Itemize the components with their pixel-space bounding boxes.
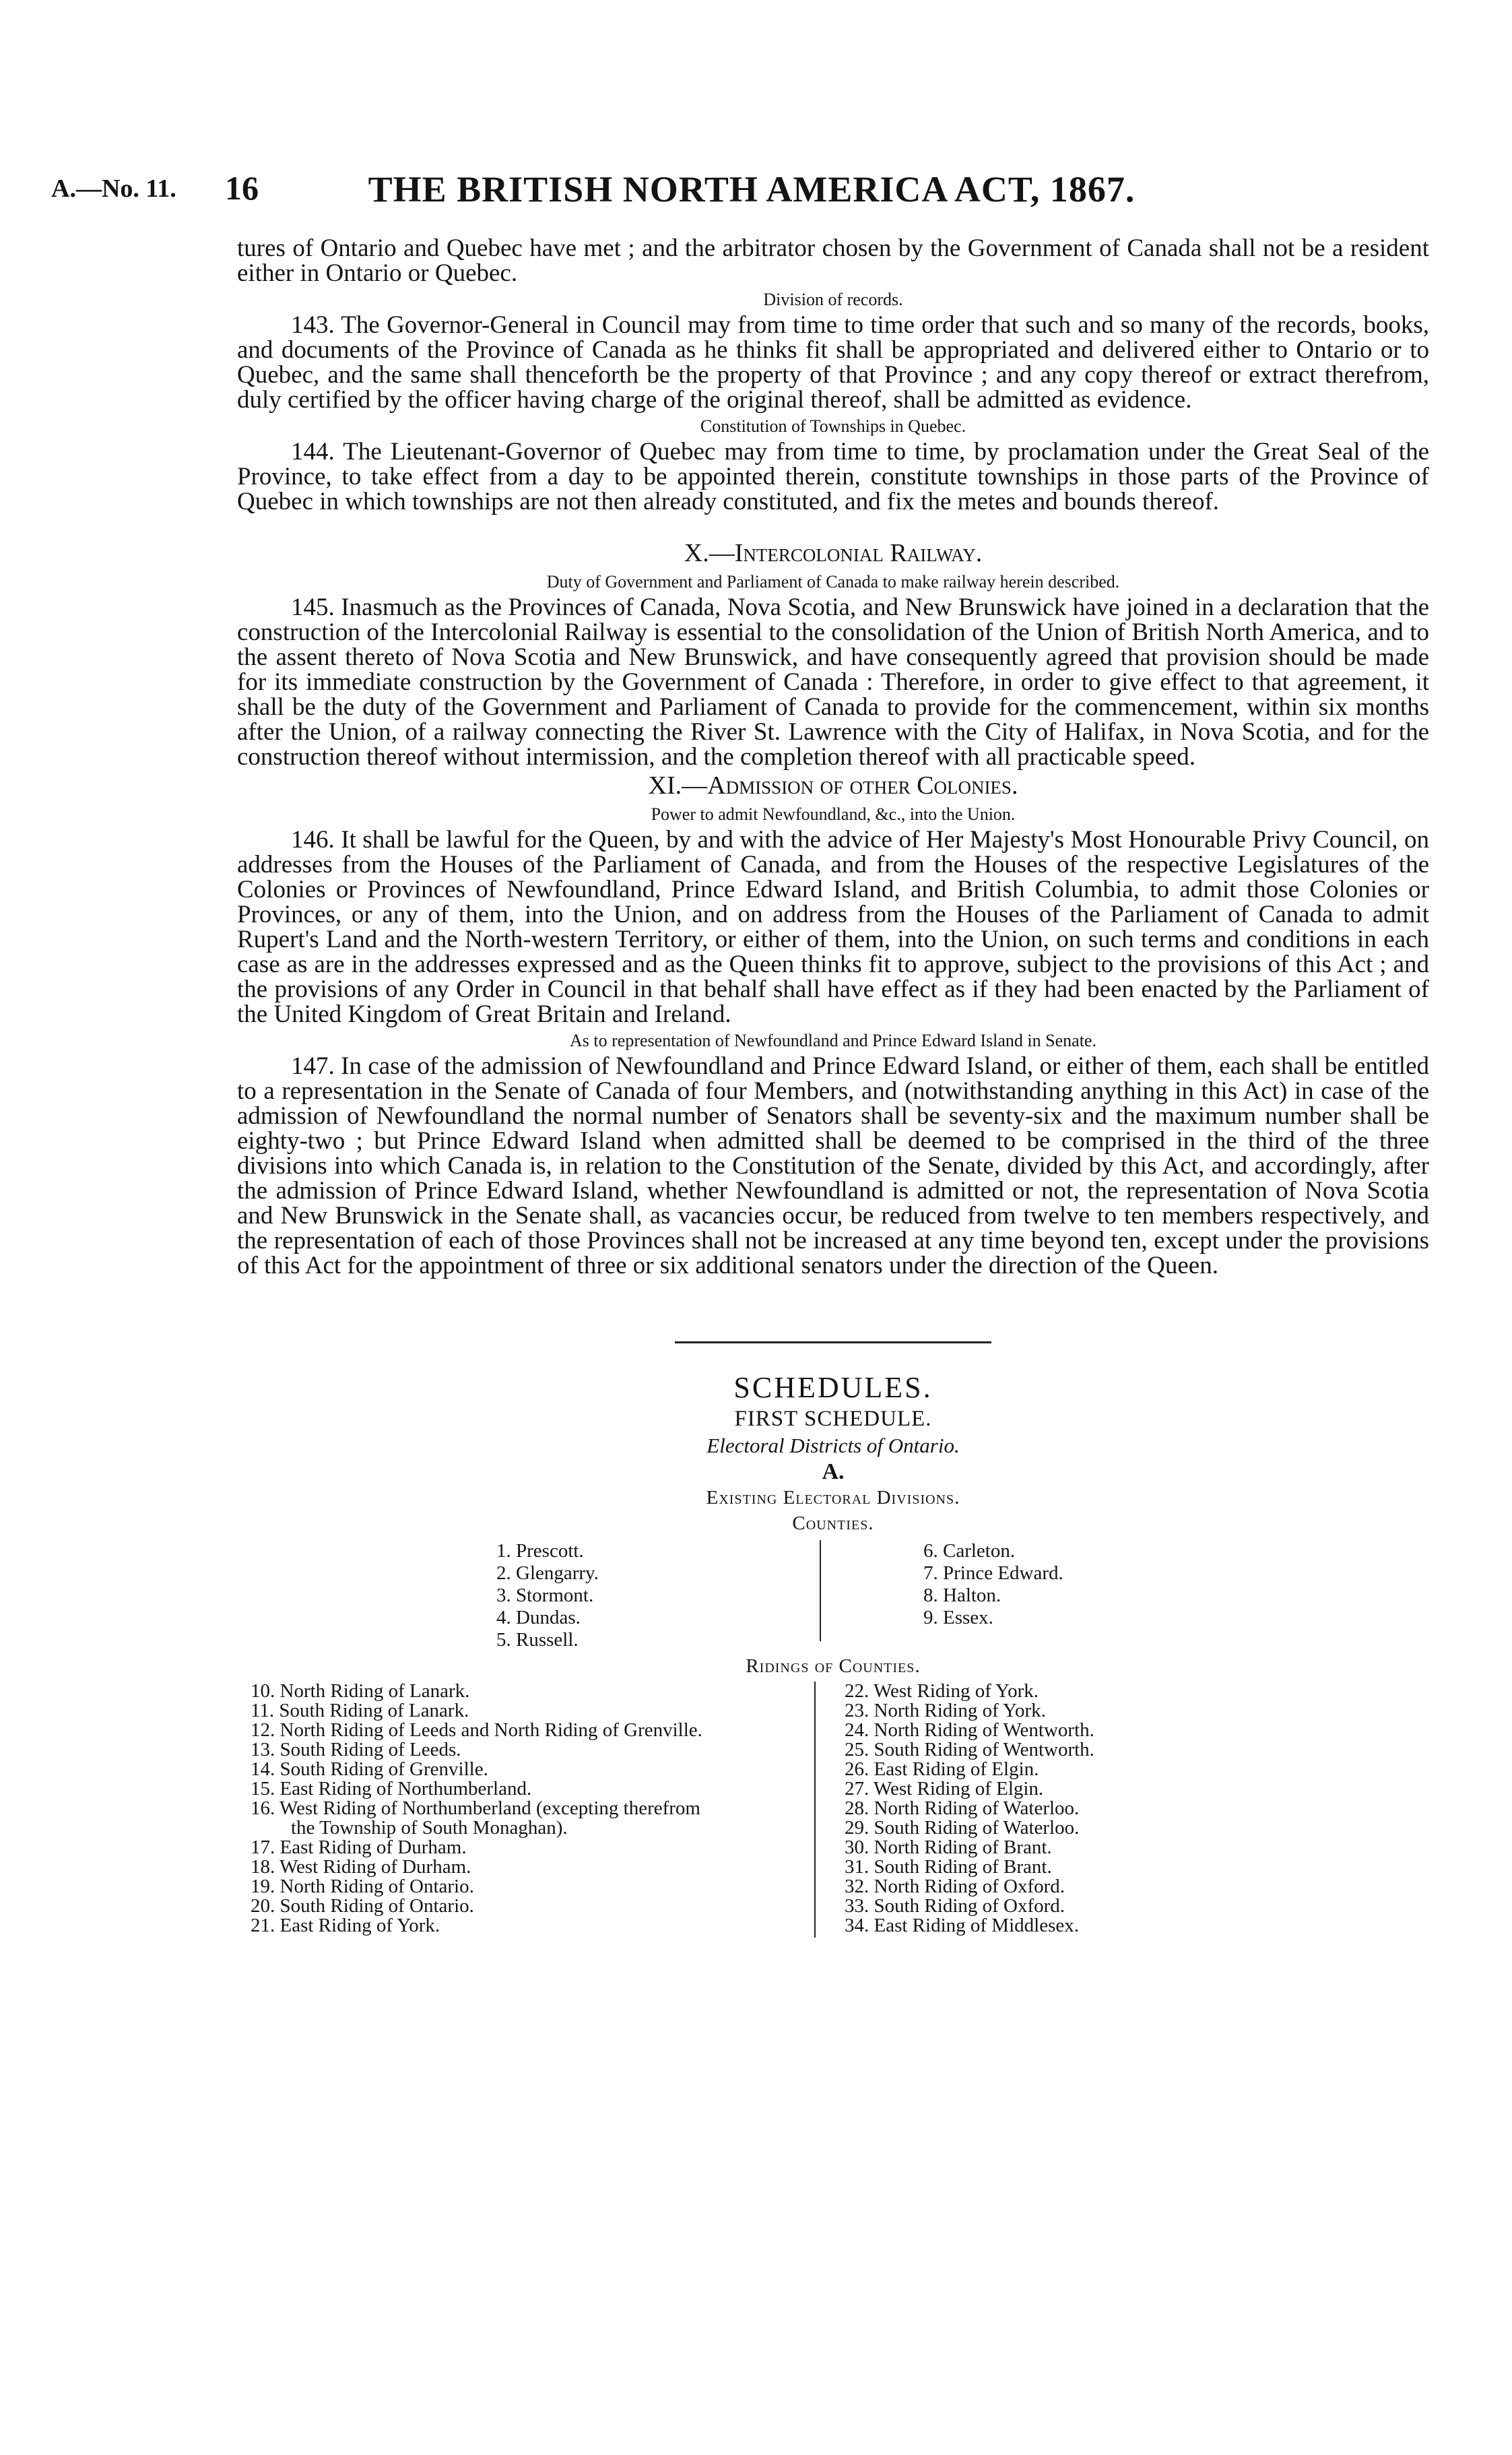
list-item: 7. Prince Edward. [923, 1562, 1063, 1584]
list-item: 17. East Riding of Durham. [251, 1837, 467, 1858]
list-item: 22. West Riding of York. [845, 1680, 1039, 1702]
column-divider [814, 1682, 816, 1938]
section-note: Division of records. [763, 290, 903, 309]
ridings-heading: Ridings of Counties. [746, 1655, 921, 1677]
ridings-right-column [845, 1682, 1424, 1936]
section-147: 147. In case of the admission of Newfoundland and Prince Edward Island, or either of them, each shall be entitled to a representation in the Senate of Canada of four Members, and (notwithstanding anything in this Act) in case of the admission of Newfoundland the normal number of Senators shall be seventy-six and the maximum number shall be eighty-two ; but Prince Edward Island when admitted shall be deemed to be comprised in the third of the three divisions into which Canada is, in relation to the Constitution of the Senate, divided by this Act, and accordingly, after the admission of Prince Edward Island, whether Newfoundland is admitted or not, the representation of Nova Scotia and New Brunswick in the Senate shall, as vacancies occur, be reduced from twelve to ten members respectively, and the representation of each of those Provinces shall not be increased at any time beyond ten, except under the provisions of this Act for the appointment of three or six additional senators under the direction of the Queen. [237, 1052, 1429, 1279]
list-item: 20. South Riding of Ontario. [251, 1895, 474, 1917]
list-item: 18. West Riding of Durham. [251, 1856, 471, 1878]
section-144: 144. The Lieutenant-Governor of Quebec may from time to time, by proclamation under the Great Seal of the Province, to take effect from a day to be appointed therein, constitute townships in those parts of the Province of Quebec in which townships are not then already constituted, and fix the metes and bounds thereof. [237, 438, 1429, 515]
schedules-heading-block [237, 1370, 1429, 1536]
list-item: 23. North Riding of York. [845, 1700, 1046, 1721]
schedule-subtitle: Electoral Districts of Ontario. [706, 1434, 960, 1457]
list-item: 33. South Riding of Oxford. [845, 1895, 1065, 1917]
page-number: 16 [225, 169, 259, 207]
section-145: 145. Inasmuch as the Provinces of Canada, Nova Scotia, and New Brunswick have joined in a declaration that the construction of the Intercolonial Railway is essential to the consolidation of the Union of British North America, and to the assent thereto of Nova Scotia and New Brunswick, and have consequently agreed that provision should be made for its immediate construction by the Government of Canada : Therefore, in order to give effect to that agreement, it shall be the duty of the Government and Parliament of Canada to provide for the commencement, within six months after the Union, of a railway connecting the River St. Lawrence with the City of Halifax, in Nova Scotia, and for the construction thereof without intermission, and the completion thereof with all practicable speed. [237, 594, 1429, 771]
part-heading: XI.—Admission of other Colonies. [648, 771, 1018, 800]
existing-divisions-heading: Existing Electoral Divisions. [706, 1487, 960, 1508]
list-item: 25. South Riding of Wentworth. [845, 1739, 1094, 1760]
ridings-left-column [251, 1682, 843, 1936]
list-item: 2. Glengarry. [496, 1562, 599, 1584]
section-note: Duty of Government and Parliament of Canada to make railway herein described. [546, 572, 1120, 592]
list-item: 15. East Riding of Northumberland. [251, 1778, 532, 1799]
counties-list [496, 1540, 1170, 1653]
list-item: 4. Dundas. [496, 1607, 581, 1628]
page-title: THE BRITISH NORTH AMERICA ACT, 1867. [368, 169, 1136, 210]
list-item: 34. East Riding of Middlesex. [845, 1915, 1079, 1936]
list-item-continuation: the Township of South Monaghan). [291, 1817, 568, 1839]
ridings-list [237, 1682, 1429, 1944]
list-item: 28. North Riding of Waterloo. [845, 1797, 1080, 1819]
list-item: 24. North Riding of Wentworth. [845, 1719, 1094, 1741]
first-schedule-title: FIRST SCHEDULE. [734, 1407, 932, 1431]
list-item: 1. Prescott. [496, 1540, 584, 1562]
counties-left-column [496, 1540, 599, 1651]
list-item: 19. North Riding of Ontario. [251, 1876, 474, 1897]
schedule-letter: A. [822, 1459, 845, 1484]
list-item: 11. South Riding of Lanark. [251, 1700, 469, 1721]
list-item: 5. Russell. [496, 1629, 579, 1651]
list-item: 30. North Riding of Brant. [845, 1837, 1052, 1858]
list-item: 13. South Riding of Leeds. [251, 1739, 461, 1760]
list-item: 16. West Riding of Northumberland (excepting therefrom [251, 1797, 700, 1819]
ridings-heading-block [237, 1653, 1429, 1679]
list-item: 6. Carleton. [923, 1540, 1016, 1562]
page-header [51, 168, 1452, 216]
section-divider [675, 1341, 991, 1343]
list-item: 12. North Riding of Leeds and North Riding of Grenville. [251, 1719, 702, 1741]
list-item: 32. North Riding of Oxford. [845, 1876, 1065, 1897]
list-item: 26. East Riding of Elgin. [845, 1758, 1039, 1780]
list-item: 29. South Riding of Waterloo. [845, 1817, 1080, 1839]
list-item: 14. South Riding of Grenville. [251, 1758, 488, 1780]
schedules-title: SCHEDULES. [733, 1371, 933, 1404]
section-146: 146. It shall be lawful for the Queen, by and with the advice of Her Majesty's Most Honourable Privy Council, on addresses from the Houses of the Parliament of Canada, and from the Houses of the respective Legislatures of the Colonies or Provinces of Newfoundland, Prince Edward Island, and British Columbia, to admit those Colonies or Provinces, or any of them, into the Union, and on address from the Houses of the Parliament of Canada to admit Rupert's Land and the North-western Territory, or either of them, into the Union, on such terms and conditions in each case as are in the addresses expressed and as the Queen thinks fit to approve, subject to the provisions of this Act ; and the provisions of any Order in Council in that behalf shall have effect as if they had been enacted by the Parliament of the United Kingdom of Great Britain and Ireland. [237, 826, 1429, 1028]
document-body [237, 236, 1429, 1944]
list-item: 10. North Riding of Lanark. [251, 1680, 470, 1702]
list-item: 3. Stormont. [496, 1585, 594, 1606]
document-reference: A.—No. 11. [51, 174, 176, 203]
list-item: 21. East Riding of York. [251, 1915, 440, 1936]
column-divider [820, 1540, 821, 1641]
section-143: 143. The Governor-General in Council may from time to time order that such and so many of the records, books, and documents of the Province of Canada as he thinks fit shall be appropriated and delivered either to Ontario or to Quebec, and the same shall thenceforth be the property of that Province ; and any copy thereof or extract therefrom, duly certified by the officer having charge of the original thereof, shall be admitted as evidence. [237, 311, 1429, 414]
part-heading: X.—Intercolonial Railway. [684, 539, 983, 567]
section-note: Constitution of Townships in Quebec. [700, 416, 966, 436]
list-item: 8. Halton. [923, 1585, 1001, 1606]
counties-right-column [923, 1540, 1063, 1629]
section-note: As to representation of Newfoundland and Prince Edward Island in Senate. [570, 1031, 1096, 1050]
section-note: Power to admit Newfoundland, &c., into the Union. [651, 804, 1016, 824]
list-item: 31. South Riding of Brant. [845, 1856, 1052, 1878]
counties-heading: Counties. [792, 1512, 874, 1534]
continued-paragraph: tures of Ontario and Quebec have met ; and the arbitrator chosen by the Government of Canada shall not be a resident either in Ontario or Quebec. [237, 234, 1429, 287]
list-item: 27. West Riding of Elgin. [845, 1778, 1044, 1799]
list-item: 9. Essex. [923, 1607, 993, 1628]
